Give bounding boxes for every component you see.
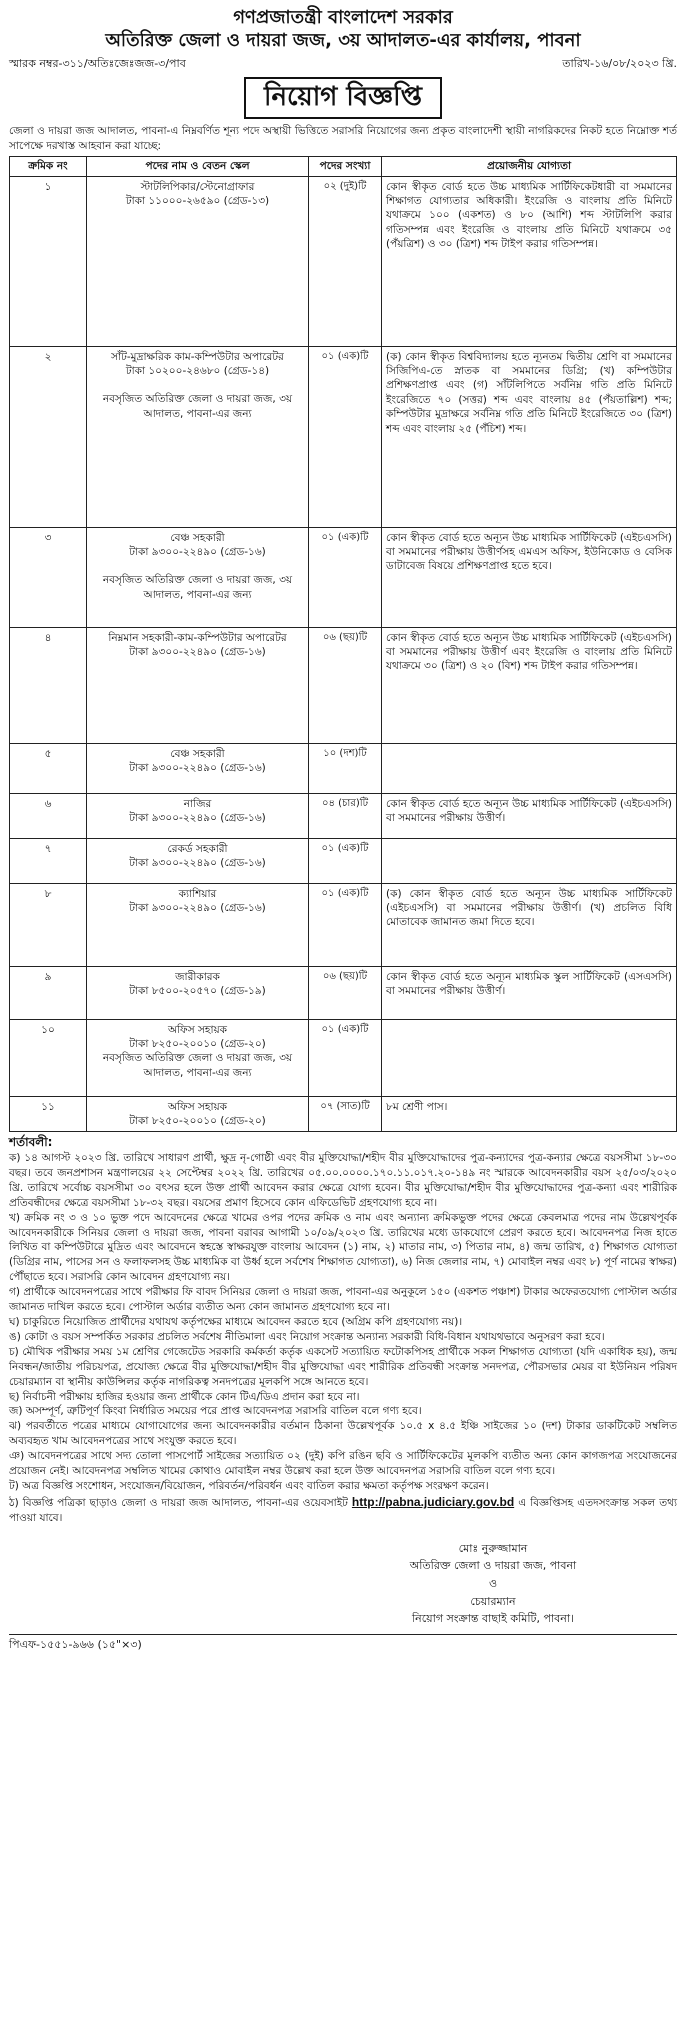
post-note: নবসৃজিত অতিরিক্ত জেলা ও দায়রা জজ, ৩য় আদালত, পাবনা-এর জন্য bbox=[102, 574, 293, 601]
header-qualification: প্রয়োজনীয় যোগ্যতা bbox=[382, 157, 677, 176]
intro-paragraph: জেলা ও দায়রা জজ আদালত, পাবনা-এ নিম্নবর্ণিত শূন্য পদে অস্থায়ী ভিত্তিতে সরাসরি নিয়োগের জন্য প্রকৃত বাংলাদেশী স্থায়ী নাগরিকদের নিকট হতে নিম্নোক্ত শর্ত সাপেক্ষে দরখাস্ত আহবান করা যাচ্ছে: bbox=[9, 125, 677, 152]
post-cell bbox=[87, 838, 309, 883]
condition-item: ঝ) পরবর্তীতে পত্রের মাধ্যমে যোগাযোগের জন্য আবেদনকারীর বর্তমান ঠিকানা উল্লেখপূর্বক ১০.৫ x ৪.৫ ইঞ্চি সাইজের ১০ (দশ) টাকার ডাকটিকেট সম্বলিত অব্যবহৃত খাম আবেদনপত্রের সাথে সংযুক্ত করতে হবে। bbox=[9, 1420, 677, 1448]
table-row bbox=[10, 743, 677, 793]
post-name: রেকর্ড সহকারী bbox=[167, 842, 228, 855]
pay-scale: টাকা ৯৩০০-২২৪৯০ (গ্রেড-১৬) bbox=[129, 761, 266, 774]
post-name: জারীকারক bbox=[175, 970, 220, 983]
pay-scale: টাকা ১১০০০-২৬৫৯০ (গ্রেড-১৩) bbox=[125, 194, 270, 207]
count-cell: ০১ (এক)টি bbox=[309, 883, 382, 966]
memo-number: স্মারক নম্বর-৩১১/অতিঃজেঃজজ-৩/পাব bbox=[9, 56, 186, 70]
header-count: পদের সংখ্যা bbox=[309, 157, 382, 176]
signatory-title: অতিরিক্ত জেলা ও দায়রা জজ, পাবনা bbox=[409, 1559, 577, 1573]
condition-item: জ) অসম্পূর্ণ, ত্রুটিপূর্ণ কিংবা নির্ধারিত সময়ের পরে প্রাপ্ত আবেদনপত্র সরাসরি বাতিল বলে গণ্য হবে। bbox=[9, 1405, 422, 1418]
table-row bbox=[10, 346, 677, 527]
post-cell bbox=[87, 883, 309, 966]
notice-date: তারিখ-১৬/০৮/২০২৩ খ্রি. bbox=[562, 56, 677, 70]
pay-scale: টাকা ৮২৫০-২০০১০ (গ্রেড-২০) bbox=[129, 1114, 266, 1127]
post-cell bbox=[87, 966, 309, 1019]
conditions-title: শর্তাবলী: bbox=[9, 1135, 53, 1150]
print-code: পিএফ-১৫৫১-৯৬৬ (১৫"×৩) bbox=[9, 1634, 677, 1652]
count-cell: ১০ (দশ)টি bbox=[309, 743, 382, 793]
signatory-committee: নিয়োগ সংক্রান্ত বাছাই কমিটি, পাবনা। bbox=[412, 1612, 574, 1626]
pay-scale: টাকা ৮২৫০-২০০১০ (গ্রেড-২০) bbox=[129, 1037, 266, 1050]
serial-cell: ৪ bbox=[10, 627, 87, 743]
vacancy-table bbox=[9, 156, 677, 1132]
post-cell bbox=[87, 1019, 309, 1096]
serial-cell: ১০ bbox=[10, 1019, 87, 1096]
title-wrap bbox=[9, 77, 677, 119]
table-row bbox=[10, 627, 677, 743]
qualification-cell: (ক) কোন স্বীকৃত বোর্ড হতে অন্যূন উচ্চ মাধ্যমিক সার্টিফিকেট (এইচএসসি) বা সমমানের পরীক্ষায় উত্তীর্ণ। (খ) প্রচলিত বিধি মোতাবেক জামানত জমা দিতে হবে। bbox=[382, 883, 677, 966]
count-cell: ০২ (দুই)টি bbox=[309, 176, 382, 346]
post-name: বেঞ্চ সহকারী bbox=[170, 747, 225, 760]
conditions-list bbox=[9, 1151, 677, 1526]
serial-cell: ৫ bbox=[10, 743, 87, 793]
qualification-cell bbox=[382, 1019, 677, 1096]
post-name: বেঞ্চ সহকারী bbox=[170, 531, 225, 544]
serial-cell: ৭ bbox=[10, 838, 87, 883]
count-cell: ০১ (এক)টি bbox=[309, 527, 382, 627]
qualification-cell bbox=[382, 838, 677, 883]
pay-scale: টাকা ৯৩০০-২২৪৯০ (গ্রেড-১৬) bbox=[129, 811, 266, 824]
office-title: অতিরিক্ত জেলা ও দায়রা জজ, ৩য় আদালত-এর কার্যালয়, পাবনা bbox=[105, 30, 581, 52]
serial-cell: ৮ bbox=[10, 883, 87, 966]
count-cell: ০৪ (চার)টি bbox=[309, 793, 382, 838]
qualification-cell bbox=[382, 743, 677, 793]
condition-item: ছ) নির্বাচনী পরীক্ষায় হাজির হওয়ার জন্য প্রার্থীকে কোন টিএ/ডিএ প্রদান করা হবে না। bbox=[9, 1390, 360, 1403]
qualification-cell: (ক) কোন স্বীকৃত বিশ্ববিদ্যালয় হতে ন্যূনতম দ্বিতীয় শ্রেণি বা সমমানের সিজিপিএ-তে স্নাতক বা সমমানের ডিগ্রি; (খ) কম্পিউটার প্রশিক্ষণপ্রাপ্ত এবং (গ) সাঁটলিপিতে সর্বনিম্ন গতি প্রতি মিনিটে ইংরেজিতে ৭০ (সত্তর) শব্দ এবং বাংলায় ৪৫ (পঁয়তাল্লিশ) শব্দ; কম্পিউটার মুদ্রাক্ষরে সর্বনিম্ন গতি প্রতি মিনিটে ইংরেজিতে ৩০ (ত্রিশ) শব্দ এবং বাংলায় ২৫ (পঁচিশ) শব্দ। bbox=[382, 346, 677, 527]
condition-item: গ) প্রার্থীকে আবেদনপত্রের সাথে পরীক্ষার ফি বাবদ সিনিয়র জেলা ও দায়রা জজ, পাবনা-এর অনুকূলে ১৫০ (একশত পঞ্চাশ) টাকার অফেরতযোগ্য পোস্টাল অর্ডার জামানত দাখিল করতে হবে। পোস্টাল অর্ডার ব্যতীত অন্য কোন জামানত গ্রহণযোগ্য হবে না। bbox=[9, 1286, 677, 1314]
post-cell bbox=[87, 346, 309, 527]
serial-cell: ৯ bbox=[10, 966, 87, 1019]
website-suffix: এ বিজ্ঞপ্তিসহ এতদসংক্রান্ত সকল তথ্য পাওয়া যাবে। bbox=[9, 1496, 677, 1524]
header-post: পদের নাম ও বেতন স্কেল bbox=[87, 157, 309, 176]
qualification-cell: কোন স্বীকৃত বোর্ড হতে উচ্চ মাধ্যমিক সার্টিফিকেটধারী বা সমমানের শিক্ষাগত যোগ্যতার অধিকারী। ইংরেজি ও বাংলায় প্রতি মিনিটে যথাক্রমে ১০০ (একশত) ও ৮০ (আশি) শব্দ স্টাটলিপি করার গতিসম্পন্ন এবং ইংরেজি ও বাংলায় প্রতি মিনিটে যথাক্রমে ৩৫ (পঁয়ত্রিশ) ও ৩০ (ত্রিশ) শব্দ টাইপ করার গতিসম্পন্ন। bbox=[382, 176, 677, 346]
serial-cell: ২ bbox=[10, 346, 87, 527]
qualification-cell: কোন স্বীকৃত বোর্ড হতে অন্যূন উচ্চ মাধ্যমিক সার্টিফিকেট (এইচএসসি) বা সমমানের পরীক্ষায় উত্তীর্ণসহ এমএস অফিস, ইউনিকোড ও বেসিক ডাটাবেজ বিষয়ে প্রশিক্ষণপ্রাপ্ত হতে হবে। bbox=[382, 527, 677, 627]
count-cell: ০৬ (ছয়)টি bbox=[309, 627, 382, 743]
post-name: সাঁট-মুদ্রাক্ষরিক কাম-কম্পিউটার অপারেটর bbox=[111, 350, 284, 363]
table-row bbox=[10, 527, 677, 627]
notice-title: নিয়োগ বিজ্ঞপ্তি bbox=[244, 77, 442, 119]
count-cell: ০১ (এক)টি bbox=[309, 1019, 382, 1096]
post-note: নবসৃজিত অতিরিক্ত জেলা ও দায়রা জজ, ৩য় আদালত, পাবনা-এর জন্য bbox=[102, 393, 293, 420]
qualification-cell: কোন স্বীকৃত বোর্ড হতে অন্যূন উচ্চ মাধ্যমিক সার্টিফিকেট (এইচএসসি) বা সমমানের পরীক্ষায় উত্তীর্ণ। bbox=[382, 793, 677, 838]
govt-title: গণপ্রজাতন্ত্রী বাংলাদেশ সরকার bbox=[233, 7, 453, 28]
qualification-cell: কোন স্বীকৃত বোর্ড হতে অন্যূন মাধ্যমিক স্কুল সার্টিফিকেট (এসএসসি) বা সমমানের পরীক্ষায় উত্তীর্ণ। bbox=[382, 966, 677, 1019]
signatory-and: ও bbox=[488, 1576, 498, 1590]
pay-scale: টাকা ৯৩০০-২২৪৯০ (গ্রেড-১৬) bbox=[129, 645, 266, 658]
pay-scale: টাকা ১০২০০-২৪৬৮০ (গ্রেড-১৪) bbox=[125, 364, 270, 377]
count-cell: ০১ (এক)টি bbox=[309, 346, 382, 527]
condition-item: ঘ) চাকুরিতে নিয়োজিত প্রার্থীদের যথাযথ কর্তৃপক্ষের মাধ্যমে আবেদন করতে হবে (অগ্রিম কপি গ্রহণযোগ্য নয়)। bbox=[9, 1315, 463, 1328]
condition-item: ক) ১৪ আগস্ট ২০২৩ খ্রি. তারিখে সাধারণ প্রার্থী, ক্ষুদ্র নৃ-গোষ্ঠী এবং বীর মুক্তিযোদ্ধা/শহীদ বীর মুক্তিযোদ্ধাদের পুত্র-কন্যাদের পুত্র-কন্যার ক্ষেত্রে বয়সসীমা ১৮-৩০ বছর। তবে জনপ্রশাসন মন্ত্রণালয়ের ২২ সেপ্টেম্বর ২০২২ খ্রি. তারিখের ০৫.০০.০০০০.১৭০.১১.০১৭.২০-১৪৯ নং স্মারকে আবেদনকারীর বয়স ২৫/০৩/২০২০ খ্রি. তারিখে সর্বোচ্চ বয়সসীমা ৩০ বৎসর হলে উক্ত প্রার্থী আবেদন করার ক্ষেত্রে যোগ্য হবেন। বীর মুক্তিযোদ্ধা/শহীদ বীর মুক্তিযোদ্ধাদের পুত্র-কন্যা এবং শারীরিক প্রতিবন্ধীদের ক্ষেত্রে বয়সসীমা ১৮-৩২ বছর। বয়সের প্রমাণ হিসেবে কোন এফিডেভিট গ্রহণযোগ্য হবে না। bbox=[9, 1152, 677, 1209]
signatory-name: মোঃ নুরুজ্জামান bbox=[458, 1541, 528, 1555]
condition-item: ঞ) আবেদনপত্রের সাথে সদ্য তোলা পাসপোর্ট সাইজের সত্যায়িত ০২ (দুই) কপি রঙিন ছবি ও সার্টিফিকেটের মূলকপি ব্যতীত অন্য কোন কাগজপত্র সংযোজনের প্রয়োজন নেই। আবেদনপত্র সম্বলিত খামের কোথাও মোবাইল নম্বর উল্লেখ করা হলে উক্ত আবেদনপত্র সরাসরি বাতিল বলে গণ্য হবে। bbox=[9, 1450, 677, 1478]
reference-line bbox=[9, 56, 677, 71]
post-cell bbox=[87, 743, 309, 793]
table-row bbox=[10, 883, 677, 966]
signature-block bbox=[309, 1540, 677, 1628]
qualification-cell: ৮ম শ্রেণী পাস। bbox=[382, 1096, 677, 1132]
condition-item: ঙ) কোটা ও বয়স সম্পর্কিত সরকার প্রচলিত সর্বশেষ নীতিমালা এবং নিয়োগ সংক্রান্ত অন্যান্য সরকারী বিধি-বিধান যথাযথভাবে অনুসরণ করা হবে। bbox=[9, 1330, 605, 1343]
header-serial: ক্রমিক নং bbox=[10, 157, 87, 176]
condition-item: খ) ক্রমিক নং ৩ ও ১০ ভুক্ত পদে আবেদনের ক্ষেত্রে খামের ওপর পদের ক্রমিক ও নাম এবং অন্যান্য ক্রমিকভুক্ত পদের ক্ষেত্রে কেবলমাত্র পদের নাম উল্লেখপূর্বক আবেদনকারীকে সিনিয়র জেলা ও দায়রা জজ, পাবনা বরাবর আগামী ১০/০৯/২০২৩ খ্রি. তারিখের মধ্যে ডাকযোগে প্রেরণ করতে হবে। আবেদনপত্র নিজ হাতে লিখিত বা কম্পিউটারে মুদ্রিত এবং আবেদনে স্বহস্তে স্বাক্ষরযুক্ত বাংলায় আবেদন (১) নাম, ২) মাতার নাম, ৩) পিতার নাম, ৪) জন্ম তারিখ, ৫) শিক্ষাগত যোগ্যতা (ডিগ্রির নাম, পাসের সন ও ফলাফলসহ উচ্চ মাধ্যমিক বা উর্ধ্ব হলে সর্বশেষ শিক্ষাগত যোগ্যতা), ৬) নিজ জেলার নাম, ৭) মোবাইল নম্বর এবং ৮) পূর্ণ নামের স্বাক্ষর) পৌঁছাতে হবে। সরাসরি কোন আবেদন গ্রহণযোগ্য নয়। bbox=[9, 1211, 677, 1284]
post-name: স্টাটলিপিকার/স্টেনোগ্রাফার bbox=[140, 180, 255, 193]
post-name: নাজির bbox=[183, 797, 212, 810]
pay-scale: টাকা ৮৫০০-২০৫৭০ (গ্রেড-১৯) bbox=[129, 984, 266, 997]
post-name: অফিস সহায়ক bbox=[167, 1023, 228, 1036]
count-cell: ০৬ (ছয়)টি bbox=[309, 966, 382, 1019]
table-row bbox=[10, 793, 677, 838]
website-link[interactable]: http://pabna.judiciary.gov.bd bbox=[351, 1494, 515, 1509]
condition-item: চ) মৌখিক পরীক্ষার সময় ১ম শ্রেণির গেজেটেড সরকারি কর্মকর্তা কর্তৃক একসেট সত্যায়িত ফটোকপিসহ প্রার্থীকে সকল শিক্ষাগত যোগ্যতা (যদি একাধিক হয়), জন্ম নিবন্ধন/জাতীয় পরিচয়পত্র, প্রযোজ্য ক্ষেত্রে বীর মুক্তিযোদ্ধা/শহীদ বীর মুক্তিযোদ্ধা এবং শারীরিক প্রতিবন্ধী সংক্রান্ত সনদপত্র, পৌরসভার মেয়র বা ইউনিয়ন পরিষদ চেয়ারম্যান বা স্থানীয় কাউন্সিলর কর্তৃক নাগরিকত্ব সনদপত্রের মূলকপি সঙ্গে আনতে হবে। bbox=[9, 1345, 677, 1388]
website-prefix: ঠ) বিজ্ঞপ্তি পত্রিকা ছাড়াও জেলা ও দায়রা জজ আদালত, পাবনা-এর ওয়েবসাইট bbox=[9, 1496, 348, 1509]
table-row bbox=[10, 1096, 677, 1132]
post-cell bbox=[87, 176, 309, 346]
table-row bbox=[10, 838, 677, 883]
serial-cell: ১ bbox=[10, 176, 87, 346]
signatory-role: চেয়ারম্যান bbox=[470, 1594, 516, 1608]
table-header-row bbox=[10, 157, 677, 176]
post-cell bbox=[87, 1096, 309, 1132]
serial-cell: ৬ bbox=[10, 793, 87, 838]
pay-scale: টাকা ৯৩০০-২২৪৯০ (গ্রেড-১৬) bbox=[129, 856, 266, 869]
post-cell bbox=[87, 627, 309, 743]
post-name: নিম্নমান সহকারী-কাম-কম্পিউটার অপারেটর bbox=[108, 631, 287, 644]
condition-item-website bbox=[9, 1494, 677, 1526]
post-cell bbox=[87, 527, 309, 627]
qualification-cell: কোন স্বীকৃত বোর্ড হতে অন্যূন উচ্চ মাধ্যমিক সার্টিফিকেট (এইচএসসি) বা সমমানের পরীক্ষায় উত্তীর্ণ এবং ইংরেজি ও বাংলায় প্রতি মিনিটে যথাক্রমে ৩০ (ত্রিশ) ও ২০ (বিশ) শব্দ টাইপ করার গতিসম্পন্ন। bbox=[382, 627, 677, 743]
table-row bbox=[10, 1019, 677, 1096]
serial-cell: ১১ bbox=[10, 1096, 87, 1132]
post-name: ক্যাশিয়ার bbox=[178, 887, 217, 900]
serial-cell: ৩ bbox=[10, 527, 87, 627]
count-cell: ০১ (এক)টি bbox=[309, 838, 382, 883]
condition-item: ট) অত্র বিজ্ঞপ্তি সংশোধন, সংযোজন/বিয়োজন, পরিবর্তন/পরিবর্ধন এবং বাতিল করার ক্ষমতা কর্তৃপক্ষ সংরক্ষণ করেন। bbox=[9, 1479, 489, 1492]
pay-scale: টাকা ৯৩০০-২২৪৯০ (গ্রেড-১৬) bbox=[129, 901, 266, 914]
post-cell bbox=[87, 793, 309, 838]
table-row bbox=[10, 966, 677, 1019]
count-cell: ০৭ (সাত)টি bbox=[309, 1096, 382, 1132]
post-name: অফিস সহায়ক bbox=[167, 1100, 228, 1113]
pay-scale: টাকা ৯৩০০-২২৪৯০ (গ্রেড-১৬) bbox=[129, 545, 266, 558]
table-row bbox=[10, 176, 677, 346]
post-note: নবসৃজিত অতিরিক্ত জেলা ও দায়রা জজ, ৩য় আদালত, পাবনা-এর জন্য bbox=[102, 1052, 293, 1079]
